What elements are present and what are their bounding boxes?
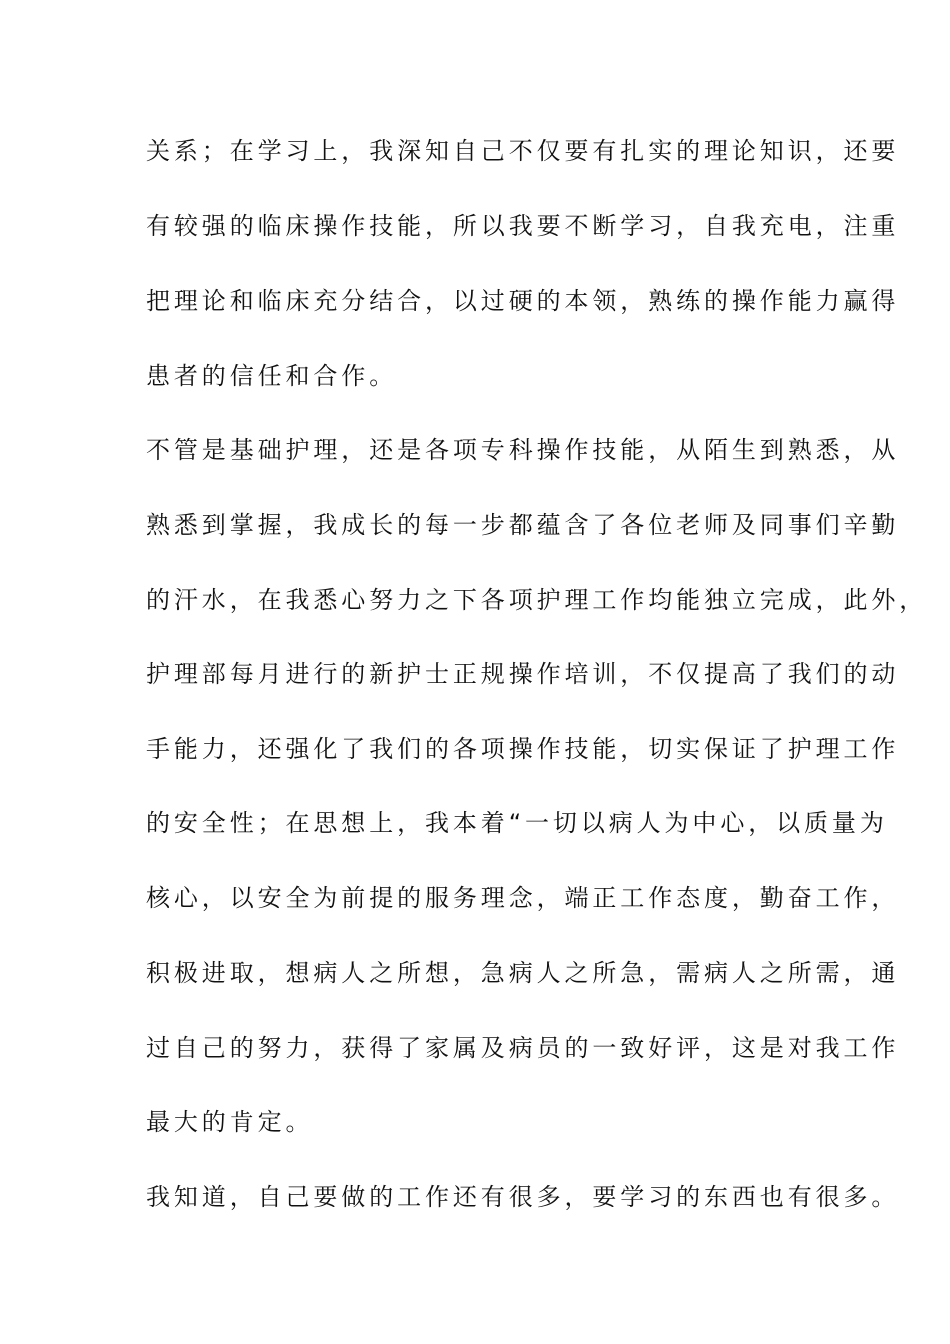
text-line: 的安全性；在思想上，我本着“一切以病人为中心，以质量为 bbox=[146, 809, 888, 837]
text-line: 把理论和临床充分结合，以过硬的本领，熟练的操作能力赢得 bbox=[146, 287, 900, 315]
text-line: 关系；在学习上，我深知自己不仅要有扎实的理论知识，还要 bbox=[146, 137, 900, 165]
text-line: 我知道，自己要做的工作还有很多，要学习的东西也有很多。 bbox=[146, 1183, 900, 1211]
text-line: 核心，以安全为前提的服务理念，端正工作态度，勤奋工作， bbox=[146, 884, 900, 912]
text-line: 过自己的努力，获得了家属及病员的一致好评，这是对我工作 bbox=[146, 1034, 900, 1062]
text-line: 有较强的临床操作技能，所以我要不断学习，自我充电，注重 bbox=[146, 212, 900, 240]
text-line: 的汗水，在我悉心努力之下各项护理工作均能独立完成，此外， bbox=[146, 586, 928, 614]
text-line: 最大的肯定。 bbox=[146, 1108, 314, 1136]
text-line: 护理部每月进行的新护士正规操作培训，不仅提高了我们的动 bbox=[146, 660, 900, 688]
text-line: 积极进取，想病人之所想，急病人之所急，需病人之所需，通 bbox=[146, 959, 900, 987]
text-line: 熟悉到掌握，我成长的每一步都蕴含了各位老师及同事们辛勤 bbox=[146, 511, 900, 539]
text-line: 手能力，还强化了我们的各项操作技能，切实保证了护理工作 bbox=[146, 735, 900, 763]
text-line: 患者的信任和合作。 bbox=[146, 362, 398, 390]
text-line: 不管是基础护理，还是各项专科操作技能，从陌生到熟悉，从 bbox=[146, 436, 900, 464]
